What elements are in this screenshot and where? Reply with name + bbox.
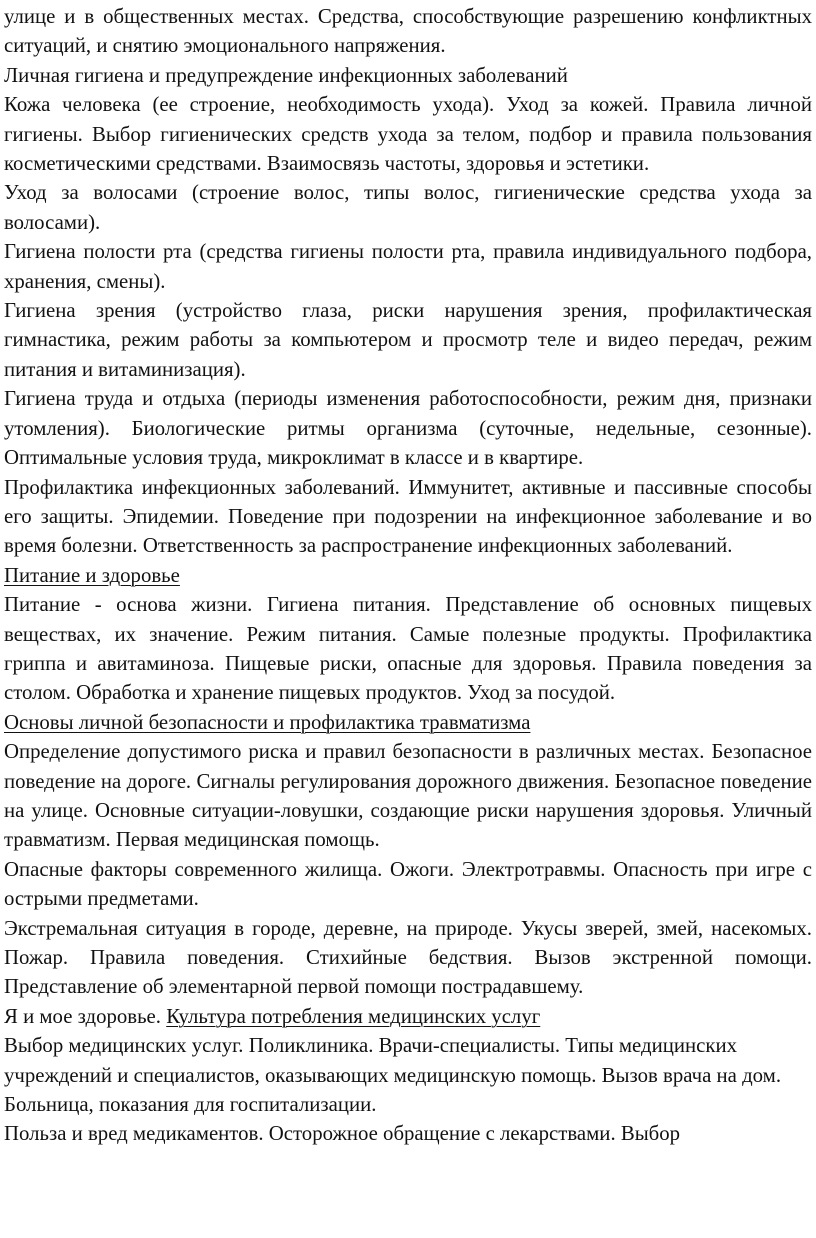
paragraph-extreme-situations: Экстремальная ситуация в городе, деревне, на природе. Укусы зверей, змей, насекомых. Пожар. Правила поведения. Стихийные бедствия. Вызов экстренной помощи. Представление об элементарной первой помощи пострадавшему. xyxy=(4,916,812,999)
paragraph-conflict-resolution: улице и в общественных местах. Средства, способствующие разрешению конфликтных ситуаций, и снятию эмоционального напряжения. xyxy=(4,5,812,58)
underlined-heading: Основы личной безопасности и профилактика травматизма xyxy=(4,710,531,734)
section-heading-nutrition xyxy=(4,561,812,590)
paragraph-medicines: Польза и вред медикаментов. Осторожное обращение с лекарствами. Выбор xyxy=(4,1122,681,1146)
document-page xyxy=(4,2,812,1149)
paragraph-oral-hygiene: Гигиена полости рта (средства гигиены полости рта, правила индивидуального подбора, хранения, смены). xyxy=(4,240,812,293)
section-heading-medical-services xyxy=(4,1002,812,1031)
paragraph-hair-care: Уход за волосами (строение волос, типы волос, гигиенические средства ухода за волосами). xyxy=(4,181,812,234)
paragraph-home-dangers: Опасные факторы современного жилища. Ожоги. Электротравмы. Опасность при игре с острыми предметами. xyxy=(4,857,812,911)
section-heading-safety xyxy=(4,708,812,737)
paragraph-infection-prevention: Профилактика инфекционных заболеваний. Иммунитет, активные и пассивные способы его защиты. Эпидемии. Поведение при подозрении на инфекционное заболевание и во время болезни. Ответственность за распространение инфекционных заболеваний. xyxy=(4,475,812,558)
heading-prefix: Я и мое здоровье. xyxy=(4,1004,167,1028)
paragraph-medical-choice: Выбор медицинских услуг. Поликлиника. Врачи-специалисты. Типы медицинских учреждений и специалистов, оказывающих медицинскую помощь. Вызов врача на дом. Больница, показания для госпитализации. xyxy=(4,1034,782,1117)
underlined-heading: Культура потребления медицинских услуг xyxy=(166,1004,541,1028)
paragraph-nutrition: Питание - основа жизни. Гигиена питания. Представление об основных пищевых веществах, их значение. Режим питания. Самые полезные продукты. Профилактика гриппа и авитаминоза. Пищевые риски, опасные для здоровья. Правила поведения за столом. Обработка и хранение пищевых продуктов. Уход за посудой. xyxy=(4,593,812,705)
section-title-personal-hygiene: Личная гигиена и предупреждение инфекционных заболеваний xyxy=(4,63,568,87)
underlined-heading: Питание и здоровье xyxy=(4,563,180,587)
paragraph-vision-hygiene: Гигиена зрения (устройство глаза, риски нарушения зрения, профилактическая гимнастика, режим работы за компьютером и просмотр теле и видео передач, режим питания и витаминизация). xyxy=(4,299,812,381)
paragraph-skin-care: Кожа человека (ее строение, необходимость ухода). Уход за кожей. Правила личной гигиены. Выбор гигиенических средств ухода за телом, подбор и правила пользования косметическими средствами. Взаимосвязь частоты, здоровья и эстетики. xyxy=(4,93,812,176)
paragraph-work-rest-hygiene: Гигиена труда и отдыха (периоды изменения работоспособности, режим дня, признаки утомления). Биологические ритмы организма (суточные, недельные, сезонные). Оптимальные условия труда, микроклимат в классе и в квартире. xyxy=(4,387,812,470)
paragraph-road-safety: Определение допустимого риска и правил безопасности в различных местах. Безопасное поведение на дороге. Сигналы регулирования дорожного движения. Безопасное поведение на улице. Основные ситуации-ловушки, создающие риски нарушения здоровья. Уличный травматизм. Первая медицинская помощь. xyxy=(4,740,812,852)
